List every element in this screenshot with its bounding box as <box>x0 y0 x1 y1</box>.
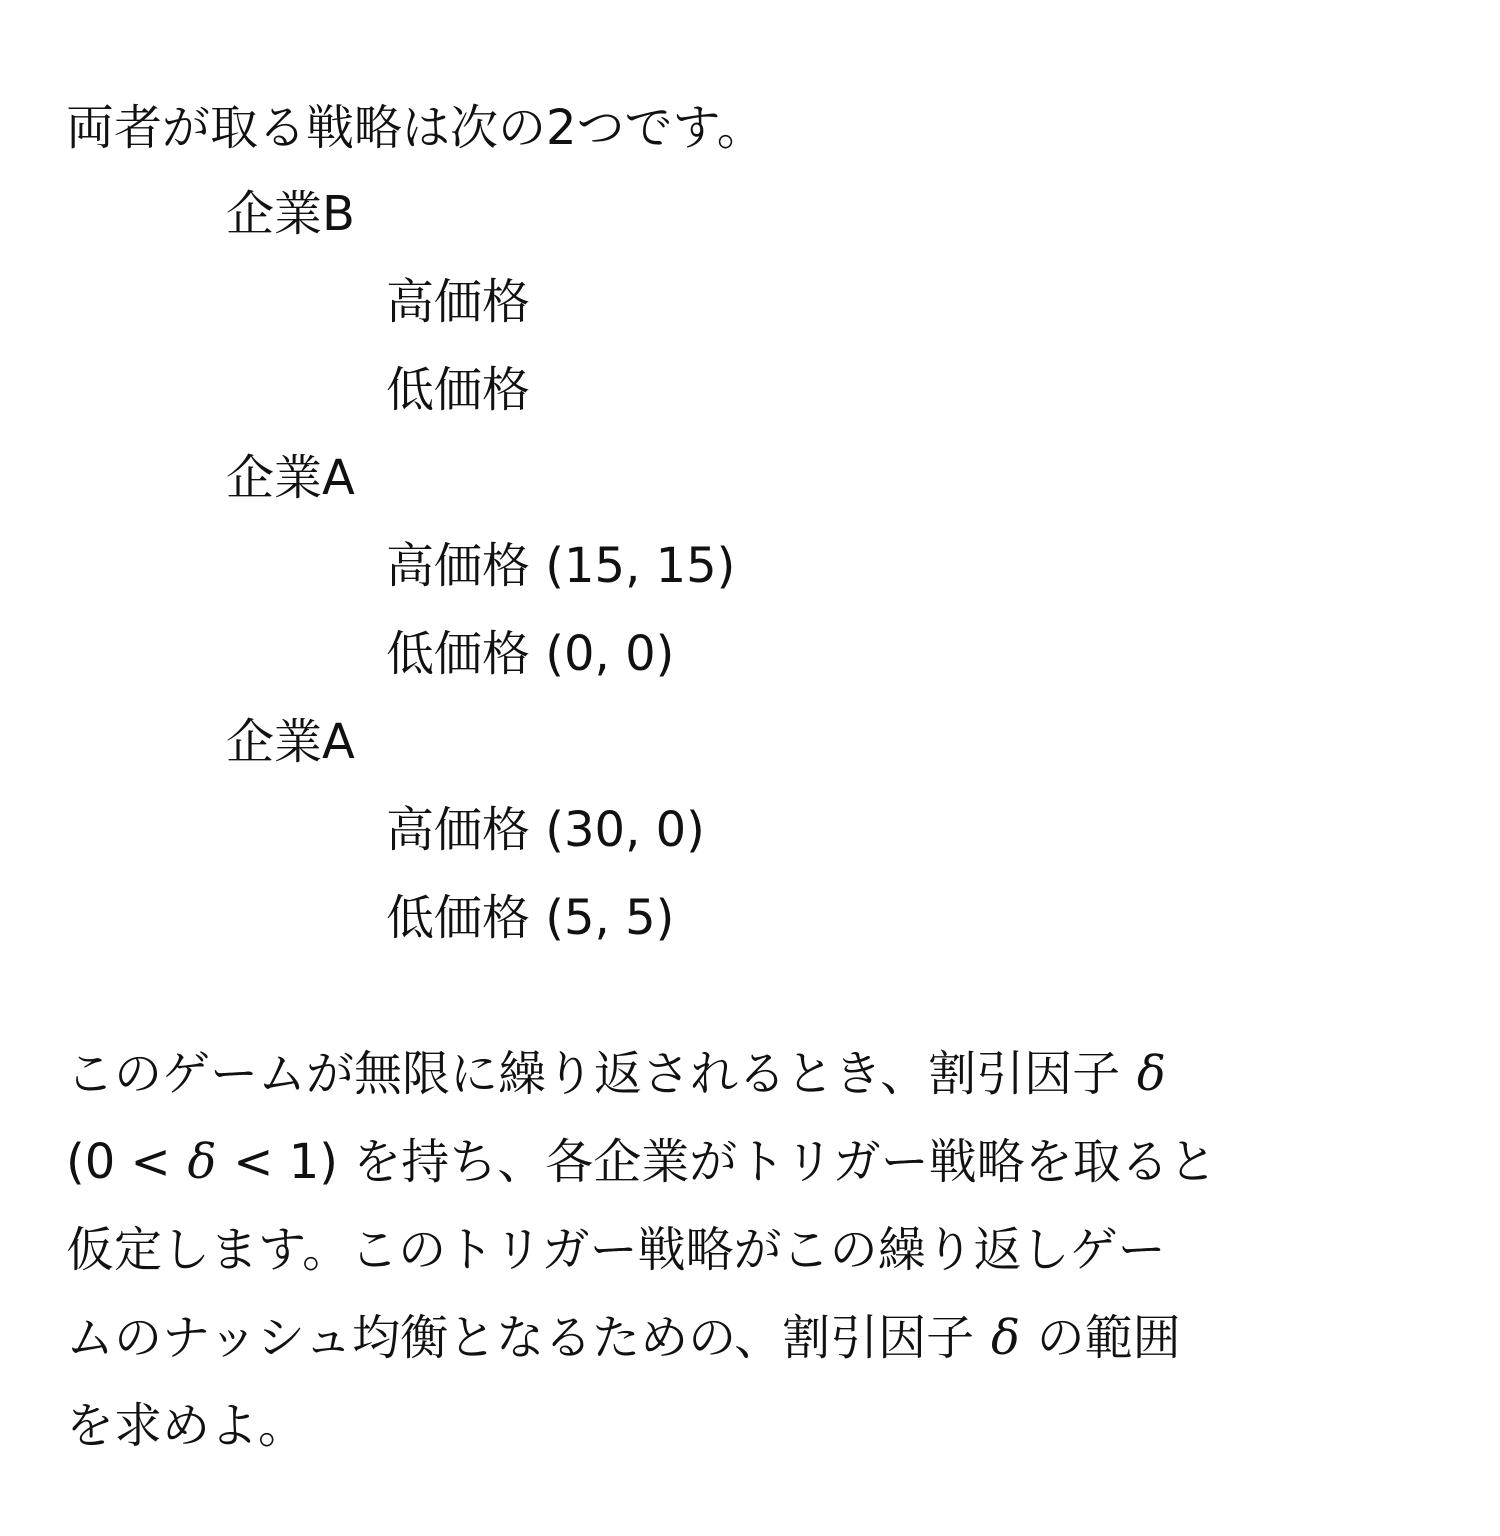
payoff-row <box>386 888 674 948</box>
firm-a-label-2: 企業A <box>226 714 355 770</box>
payoff-value: (0, 0) <box>545 626 675 682</box>
question-line-4 <box>66 1294 1436 1382</box>
payoff-row <box>386 800 705 860</box>
firm-b-option-high: 高価格 <box>386 274 531 330</box>
payoff-value: (15, 15) <box>545 538 736 594</box>
question-paragraph <box>66 1030 1436 1470</box>
delta-symbol: δ <box>187 1134 217 1190</box>
payoff-value: (30, 0) <box>545 802 705 858</box>
question-text: このゲームが無限に繰り返されるとき、割引因子 <box>66 1046 1121 1102</box>
delta-symbol: δ <box>990 1310 1020 1366</box>
strategy-label: 高価格 <box>386 802 531 858</box>
question-text: (0 < <box>66 1134 171 1190</box>
question-text: ムのナッシュ均衡となるための、割引因子 <box>66 1310 975 1366</box>
question-line-3: 仮定します。このトリガー戦略がこの繰り返しゲー <box>66 1222 1166 1278</box>
payoff-row <box>386 624 674 684</box>
intro-text: 両者が取る戦略は次の2つです。 <box>66 100 765 156</box>
payoff-value: (5, 5) <box>545 890 675 946</box>
question-line-5: を求めよ。 <box>66 1398 307 1454</box>
delta-symbol: δ <box>1136 1046 1166 1102</box>
payoff-row <box>386 536 735 596</box>
question-text: の範囲 <box>1036 1310 1181 1366</box>
question-line-1 <box>66 1030 1436 1118</box>
question-line-2 <box>66 1118 1436 1206</box>
strategy-label: 高価格 <box>386 538 531 594</box>
question-text: < 1) を持ち、各企業がトリガー戦略を取ると <box>233 1134 1217 1190</box>
firm-b-option-low: 低価格 <box>386 362 531 418</box>
firm-a-label-1: 企業A <box>226 450 355 506</box>
strategy-label: 低価格 <box>386 890 531 946</box>
firm-b-label: 企業B <box>226 186 355 242</box>
strategy-label: 低価格 <box>386 626 531 682</box>
